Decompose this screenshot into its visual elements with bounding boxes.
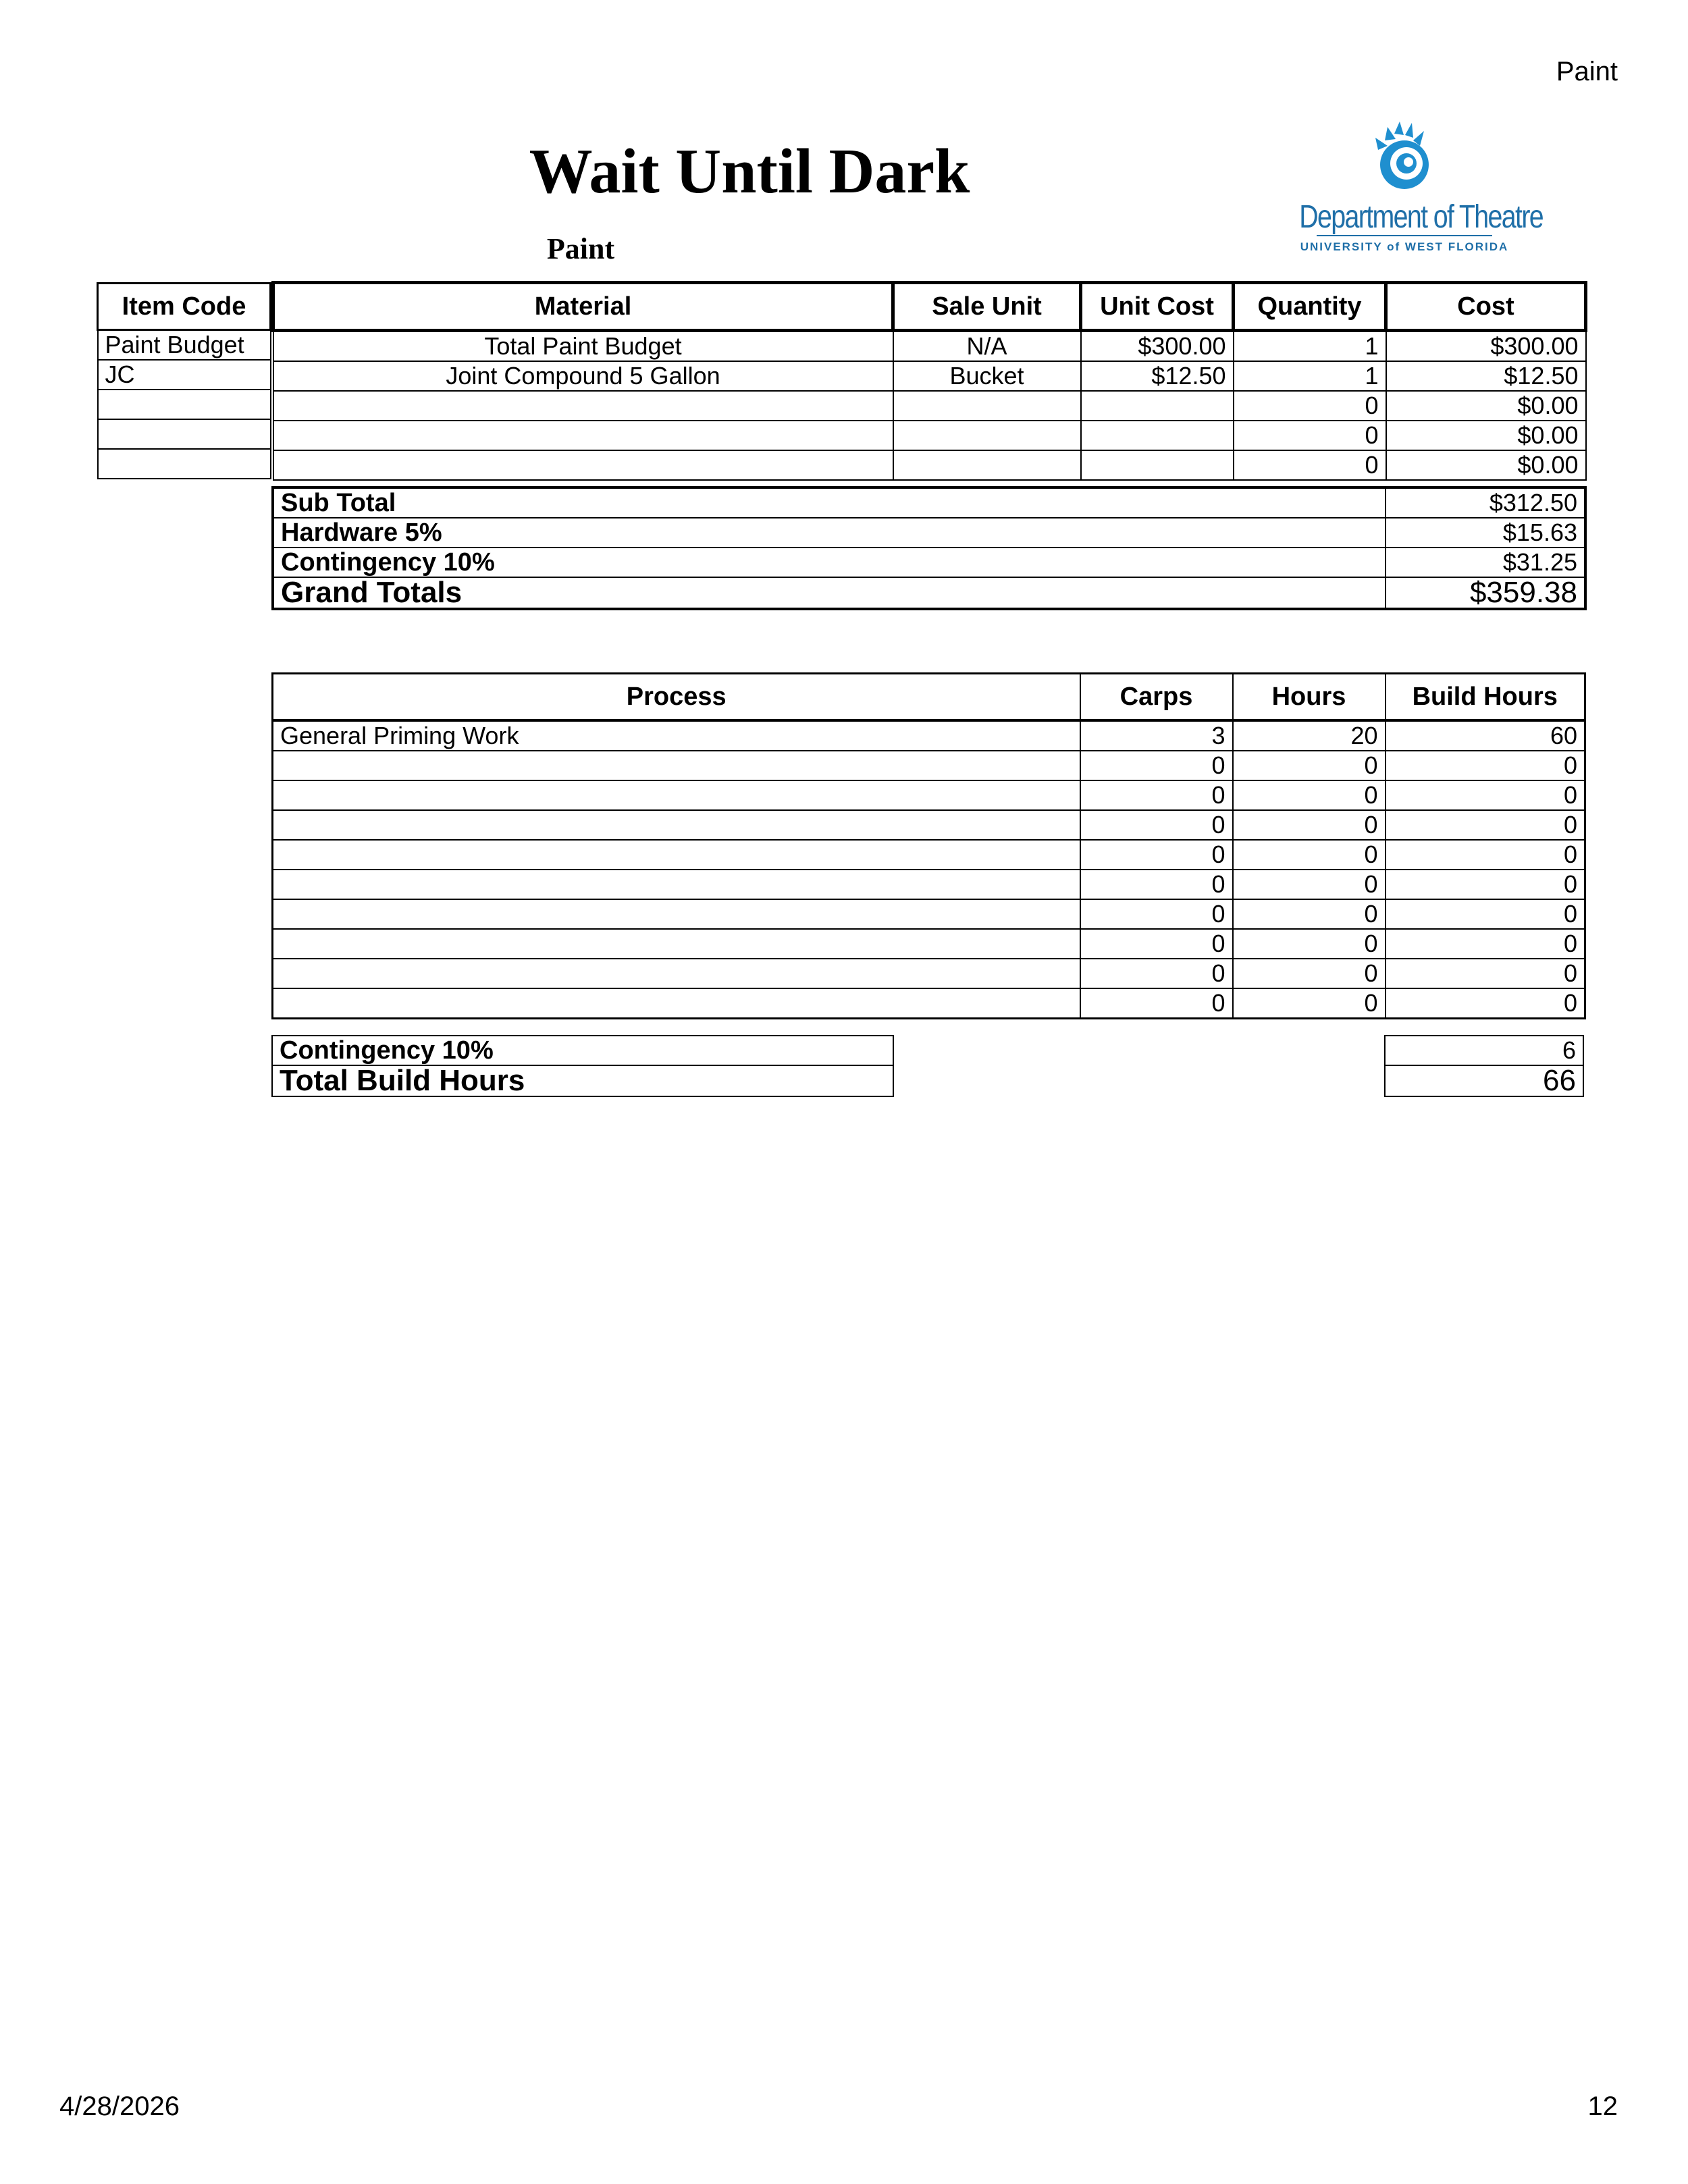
sale-unit-cell bbox=[893, 421, 1081, 450]
hours-cell: 0 bbox=[1233, 751, 1386, 780]
table-row bbox=[273, 988, 1585, 1019]
materials-totals-table bbox=[271, 486, 1587, 610]
hours-cell: 0 bbox=[1233, 870, 1386, 899]
item-code-cell bbox=[98, 390, 271, 419]
carps-cell: 0 bbox=[1080, 810, 1233, 840]
unit-cost-cell: $300.00 bbox=[1081, 331, 1234, 362]
cost-cell: $12.50 bbox=[1386, 361, 1586, 391]
process-cell bbox=[273, 929, 1080, 959]
table-row bbox=[273, 421, 1586, 450]
build-hours-cell: 0 bbox=[1386, 870, 1585, 899]
materials-table bbox=[271, 281, 1587, 481]
grand-total-value: $359.38 bbox=[1386, 577, 1585, 609]
labor-contingency-label: Contingency 10% bbox=[272, 1036, 893, 1065]
carps-cell: 0 bbox=[1080, 899, 1233, 929]
hours-cell: 0 bbox=[1233, 988, 1386, 1019]
subtotal-label: Sub Total bbox=[273, 487, 1386, 518]
hours-cell: 0 bbox=[1233, 929, 1386, 959]
process-cell: General Priming Work bbox=[273, 720, 1080, 751]
table-row bbox=[273, 959, 1585, 988]
carps-cell: 0 bbox=[1080, 780, 1233, 810]
subtotal-row bbox=[273, 487, 1585, 518]
cost-cell: $0.00 bbox=[1386, 421, 1586, 450]
item-code-cell: JC bbox=[98, 360, 271, 390]
build-hours-cell: 0 bbox=[1386, 840, 1585, 870]
item-code-cell bbox=[98, 449, 271, 479]
process-cell bbox=[273, 751, 1080, 780]
build-hours-cell: 0 bbox=[1386, 751, 1585, 780]
cost-cell: $0.00 bbox=[1386, 450, 1586, 480]
sale-unit-cell: Bucket bbox=[893, 361, 1081, 391]
hardware-row bbox=[273, 518, 1585, 548]
logo-line-2: UNIVERSITY of WEST FLORIDA bbox=[1300, 240, 1509, 253]
build-hours-cell: 0 bbox=[1386, 899, 1585, 929]
footer-date: 4/28/2026 bbox=[59, 2092, 180, 2121]
table-row bbox=[273, 361, 1586, 391]
quantity-cell: 0 bbox=[1234, 421, 1386, 450]
materials-header-row bbox=[273, 283, 1586, 331]
table-row bbox=[273, 929, 1585, 959]
cost-cell: $300.00 bbox=[1386, 331, 1586, 362]
carps-cell: 0 bbox=[1080, 988, 1233, 1019]
labor-contingency-value: 6 bbox=[1385, 1036, 1583, 1065]
sale-unit-cell: N/A bbox=[893, 331, 1081, 362]
quantity-header: Quantity bbox=[1234, 283, 1386, 331]
process-cell bbox=[273, 870, 1080, 899]
table-row bbox=[273, 751, 1585, 780]
process-cell bbox=[273, 959, 1080, 988]
hours-cell: 0 bbox=[1233, 899, 1386, 929]
material-header: Material bbox=[273, 283, 893, 331]
carps-cell: 0 bbox=[1080, 840, 1233, 870]
unit-cost-cell bbox=[1081, 450, 1234, 480]
carps-cell: 0 bbox=[1080, 751, 1233, 780]
carps-cell: 0 bbox=[1080, 870, 1233, 899]
section-label: Paint bbox=[1556, 57, 1618, 86]
item-code-header: Item Code bbox=[98, 284, 271, 330]
hardware-value: $15.63 bbox=[1386, 518, 1585, 548]
process-header: Process bbox=[273, 674, 1080, 721]
build-hours-cell: 0 bbox=[1386, 959, 1585, 988]
process-cell bbox=[273, 899, 1080, 929]
cost-header: Cost bbox=[1386, 283, 1586, 331]
contingency-row bbox=[273, 548, 1585, 577]
grand-total-row bbox=[273, 577, 1585, 609]
page-subtitle: Paint bbox=[546, 232, 615, 265]
item-code-table bbox=[97, 282, 271, 479]
material-cell bbox=[273, 421, 893, 450]
unit-cost-cell: $12.50 bbox=[1081, 361, 1234, 391]
process-cell bbox=[273, 988, 1080, 1019]
subtotal-value: $312.50 bbox=[1386, 487, 1585, 518]
cost-cell: $0.00 bbox=[1386, 391, 1586, 421]
table-row bbox=[273, 331, 1586, 362]
item-code-cell: Paint Budget bbox=[98, 330, 271, 361]
hours-cell: 0 bbox=[1233, 959, 1386, 988]
material-cell bbox=[273, 450, 893, 480]
sale-unit-cell bbox=[893, 450, 1081, 480]
logo-line-1: Department of Theatre bbox=[1299, 199, 1544, 235]
process-cell bbox=[273, 810, 1080, 840]
material-cell: Joint Compound 5 Gallon bbox=[273, 361, 893, 391]
quantity-cell: 1 bbox=[1234, 361, 1386, 391]
material-cell bbox=[273, 391, 893, 421]
table-row bbox=[273, 810, 1585, 840]
carps-cell: 0 bbox=[1080, 959, 1233, 988]
process-header-row bbox=[273, 674, 1585, 721]
logo-rule bbox=[1317, 235, 1492, 236]
unit-cost-header: Unit Cost bbox=[1081, 283, 1234, 331]
carps-cell: 0 bbox=[1080, 929, 1233, 959]
build-hours-cell: 0 bbox=[1386, 780, 1585, 810]
hours-cell: 20 bbox=[1233, 720, 1386, 751]
total-build-hours-label: Total Build Hours bbox=[272, 1065, 893, 1096]
unit-cost-cell bbox=[1081, 421, 1234, 450]
process-table bbox=[271, 672, 1586, 1019]
total-build-hours-value: 66 bbox=[1385, 1065, 1583, 1096]
quantity-cell: 0 bbox=[1234, 391, 1386, 421]
labor-totals-labels bbox=[271, 1035, 894, 1097]
contingency-value: $31.25 bbox=[1386, 548, 1585, 577]
sale-unit-header: Sale Unit bbox=[893, 283, 1081, 331]
carps-cell: 3 bbox=[1080, 720, 1233, 751]
table-row bbox=[273, 840, 1585, 870]
hours-header: Hours bbox=[1233, 674, 1386, 721]
build-hours-cell: 60 bbox=[1386, 720, 1585, 751]
quantity-cell: 1 bbox=[1234, 331, 1386, 362]
unit-cost-cell bbox=[1081, 391, 1234, 421]
build-hours-cell: 0 bbox=[1386, 988, 1585, 1019]
build-hours-cell: 0 bbox=[1386, 929, 1585, 959]
item-code-cell bbox=[98, 419, 271, 449]
hours-cell: 0 bbox=[1233, 780, 1386, 810]
process-cell bbox=[273, 780, 1080, 810]
table-row bbox=[273, 720, 1585, 751]
process-cell bbox=[273, 840, 1080, 870]
table-row bbox=[273, 870, 1585, 899]
department-logo bbox=[1276, 120, 1544, 275]
sale-unit-cell bbox=[893, 391, 1081, 421]
table-row bbox=[273, 450, 1586, 480]
contingency-label: Contingency 10% bbox=[273, 548, 1386, 577]
material-cell: Total Paint Budget bbox=[273, 331, 893, 362]
table-row bbox=[273, 899, 1585, 929]
build-hours-header: Build Hours bbox=[1386, 674, 1585, 721]
labor-totals-values bbox=[1384, 1035, 1584, 1097]
footer-page-number: 12 bbox=[1587, 2092, 1618, 2121]
hardware-label: Hardware 5% bbox=[273, 518, 1386, 548]
hours-cell: 0 bbox=[1233, 840, 1386, 870]
carps-header: Carps bbox=[1080, 674, 1233, 721]
nautilus-icon bbox=[1367, 120, 1442, 194]
table-row bbox=[273, 780, 1585, 810]
hours-cell: 0 bbox=[1233, 810, 1386, 840]
quantity-cell: 0 bbox=[1234, 450, 1386, 480]
grand-total-label: Grand Totals bbox=[273, 577, 1386, 609]
page-title: Wait Until Dark bbox=[529, 136, 970, 207]
table-row bbox=[273, 391, 1586, 421]
build-hours-cell: 0 bbox=[1386, 810, 1585, 840]
